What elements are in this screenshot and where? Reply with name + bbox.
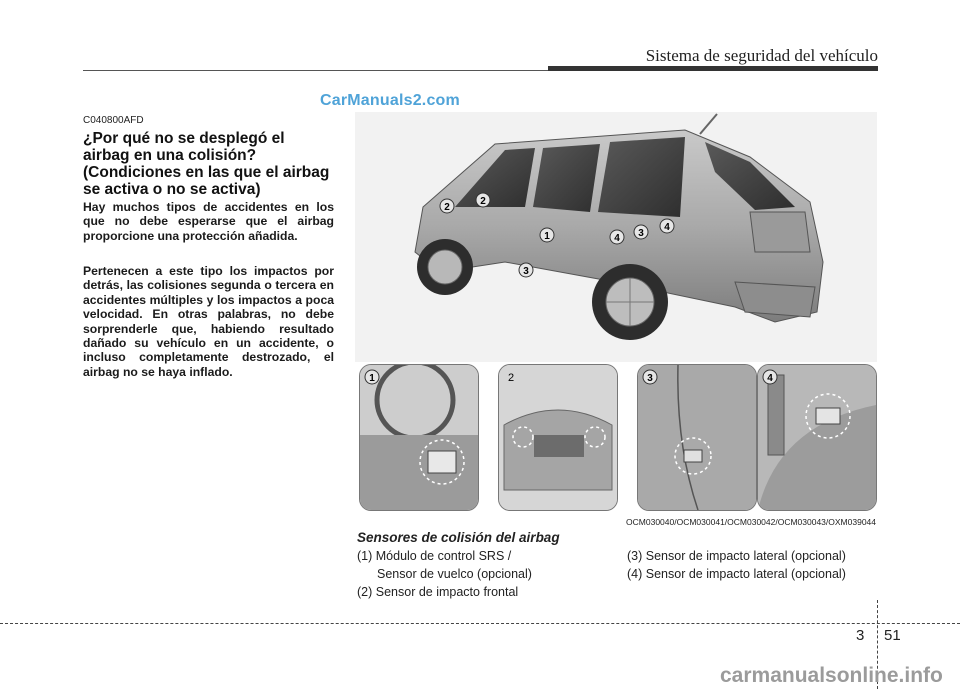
body-paragraph: Pertenecen a este tipo los impactos por detrás, las colisiones segunda o tercera en accidentes múltiples y los impactos a poca velocidad. En otras palabras, no debe sorprenderle que, habiendo resultado dañado su vehículo en un accidente, o incluso completamente destrozado, el airbag no se haya inflado.	[83, 264, 334, 379]
marker-1	[540, 228, 554, 242]
page-number: 51	[884, 627, 901, 644]
svg-text:3: 3	[638, 228, 644, 239]
marker-2a	[440, 199, 454, 213]
figure-code: OCM030040/OCM030041/OCM030042/OCM030043/OXM039044	[626, 517, 876, 527]
marker-4a	[610, 230, 624, 244]
detail-marker-4	[763, 370, 777, 384]
vehicle-drawing	[355, 112, 877, 362]
heading-line: (Condiciones en las que el airbag	[83, 164, 330, 181]
marker-2b	[476, 193, 490, 207]
header-rule	[83, 70, 553, 71]
heading-line: ¿Por qué no se desplegó el	[83, 130, 285, 147]
chapter-title: Sistema de seguridad del vehículo	[645, 46, 878, 65]
detail-marker-2: 2	[507, 372, 515, 384]
caption-item-3: (3) Sensor de impacto lateral (opcional)	[627, 549, 846, 563]
detail-front-sensor	[498, 364, 618, 511]
detail-side-sensor-pillar	[757, 364, 877, 511]
svg-text:4: 4	[614, 233, 620, 244]
svg-text:4: 4	[664, 222, 670, 233]
svg-text:3: 3	[523, 266, 529, 277]
caption-item-1: (1) Módulo de control SRS /	[357, 549, 512, 563]
watermark-bottom[interactable]: carmanualsonline.info	[720, 664, 943, 687]
detail-marker-1	[365, 370, 379, 384]
detail-marker-3	[643, 370, 657, 384]
svg-text:3: 3	[647, 373, 653, 384]
vehicle-illustration	[355, 112, 877, 362]
header-rule-thick	[548, 66, 878, 71]
detail-srs-module	[359, 364, 479, 511]
page-chapter: 3	[856, 627, 865, 644]
footer-rule	[0, 623, 960, 624]
marker-4b	[660, 219, 674, 233]
detail-side-sensor-door	[637, 364, 757, 511]
watermark-top[interactable]: CarManuals2.com	[320, 92, 460, 109]
svg-text:2: 2	[444, 202, 450, 213]
section-heading	[83, 130, 343, 198]
marker-3b	[634, 225, 648, 239]
svg-text:2: 2	[480, 196, 486, 207]
svg-text:4: 4	[767, 373, 773, 384]
body-paragraph: Hay muchos tipos de accidentes en los que no debe esperarse que el airbag proporcione una protección añadida.	[83, 200, 334, 243]
svg-text:1: 1	[544, 231, 550, 242]
heading-line: se activa o no se activa)	[83, 181, 261, 198]
section-code: C040800AFD	[83, 115, 144, 126]
heading-line: airbag en una colisión?	[83, 147, 257, 164]
caption-item-4: (4) Sensor de impacto lateral (opcional)	[627, 567, 846, 581]
marker-3a	[519, 263, 533, 277]
caption-item-2: (2) Sensor de impacto frontal	[357, 585, 519, 599]
caption-title: Sensores de colisión del airbag	[357, 530, 560, 545]
caption-item-1-cont: Sensor de vuelco (opcional)	[377, 567, 532, 581]
svg-text:1: 1	[369, 373, 375, 384]
